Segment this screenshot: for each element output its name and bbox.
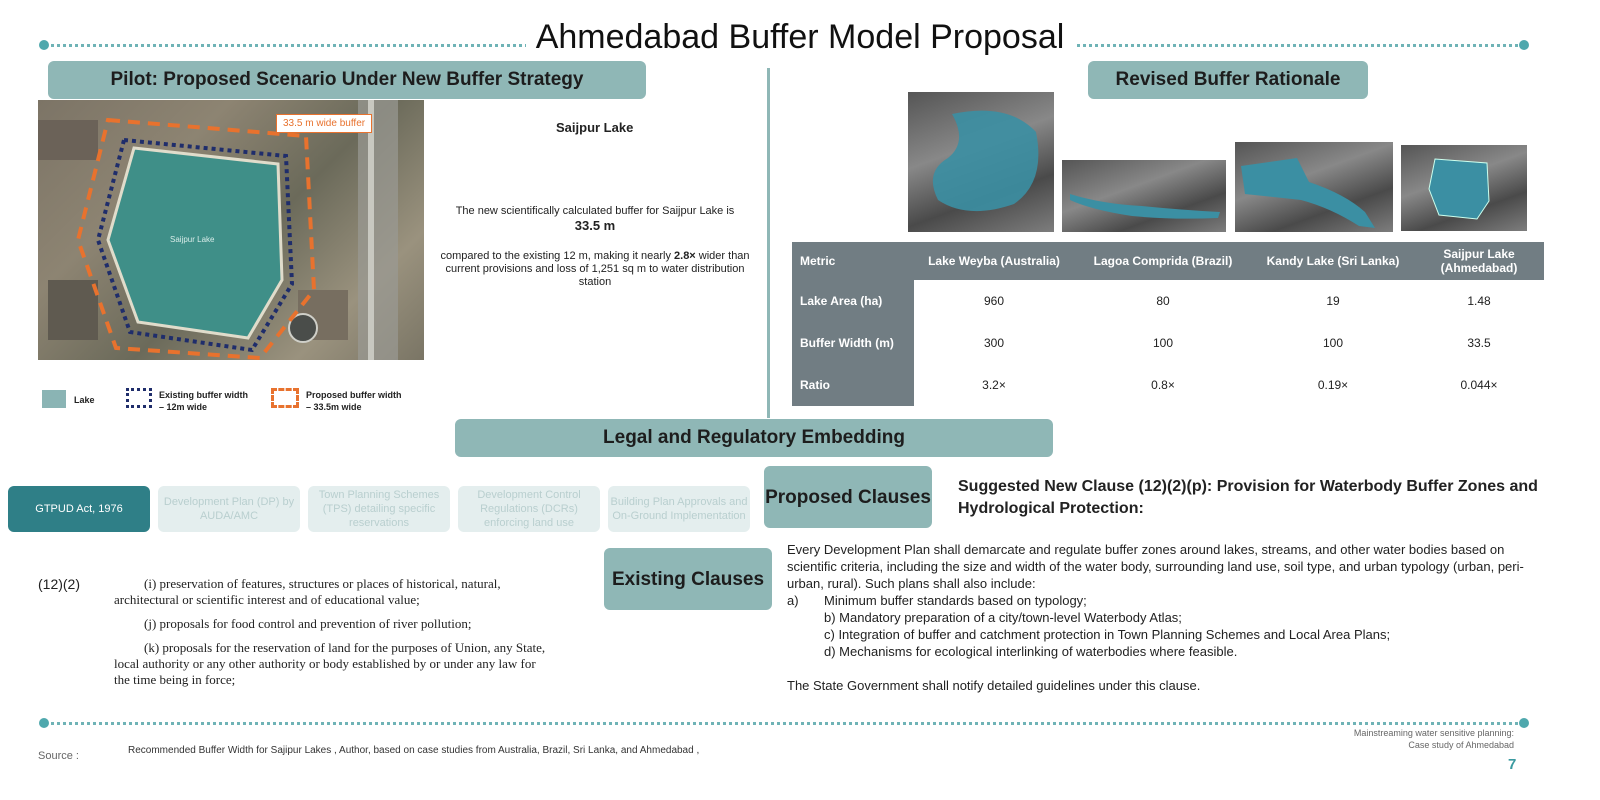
desc-line-1: The new scientifically calculated buffer for Saijpur Lake is [455,205,735,217]
table-cell: 3.2× [982,378,1006,392]
rationale-heading: Revised Buffer Rationale [1088,61,1368,99]
proposed-clauses-label: Proposed Clauses [764,466,932,528]
list-item [787,609,1557,626]
col-lake-weyba: Lake Weyba (Australia) [914,242,1074,280]
clause-number: (12)(2) [38,576,81,592]
list-text: Minimum buffer standards based on typology; [824,593,1087,608]
list-text: c) Integration of buffer and catchment protection in Town Planning Schemes and Local Area Plans; [824,627,1391,642]
kandy-lake-svg [1235,142,1393,232]
map-lake-label: Saijpur Lake [170,235,215,244]
pilot-heading: Pilot: Proposed Scenario Under New Buffer Strategy [48,61,646,99]
new-clause-title: Suggested New Clause (12)(2)(p): Provision for Waterbody Buffer Zones and Hydrological Protection: [958,478,1538,517]
lagoa-comprida-image [1062,160,1226,232]
list-text: d) Mechanisms for ecological interlinking of waterbodies where feasible. [824,644,1238,659]
saijpur-satellite-map [38,100,424,360]
legend-lake-swatch [42,390,66,408]
list-marker [787,626,824,643]
list-item [787,592,1557,609]
desc-2a: compared to the existing 12 m, making it nearly [440,250,675,262]
list-text: b) Mandatory preparation of a city/town-level Waterbody Atlas; [824,610,1182,625]
table-cell: 19 [1326,294,1340,308]
footer-caption-line: Mainstreaming water sensitive planning: [1353,728,1514,738]
page-title: Ahmedabad Buffer Model Proposal [526,18,1075,56]
lake-name: Saijpur Lake [556,120,634,135]
table-row [792,280,1544,322]
legend-proposed-swatch [271,388,299,408]
closing-text: The State Government shall notify detailed guidelines under this clause. [787,678,1201,693]
clause-k: (k) proposals for the reservation of land for the purposes of Union, any State, local authority or any other authority or body established by or under any law for the time being in force; [114,640,546,687]
clause-j: (j) proposals for food control and prevention of river pollution; [144,616,472,631]
step-building-approvals: Building Plan Approvals and On-Ground Implementation [608,486,750,532]
step-gtpud-act: GTPUD Act, 1976 [8,486,150,532]
list-marker [787,643,824,660]
list-item [787,643,1557,660]
lagoa-comprida-svg [1062,160,1226,232]
col-lagoa-comprida: Lagoa Comprida (Brazil) [1074,242,1252,280]
table-cell: 100 [1152,336,1174,350]
desc-2-bold: 2.8× [674,250,696,262]
step-dcr: Development Control Regulations (DCRs) enforcing land use [458,486,600,532]
row-label: Lake Area (ha) [792,280,914,322]
table-cell: 0.8× [1151,378,1175,392]
footer-rule [44,722,1524,725]
table-row [792,364,1544,406]
desc-2b: wider than current provisions and loss of 1,251 sq m to water distribution station [445,250,750,288]
existing-clauses-label: Existing Clauses [604,548,772,610]
table-cell: 0.044× [1460,378,1498,392]
step-town-planning: Town Planning Schemes (TPS) detailing specific reservations [308,486,450,532]
new-clause-body [787,541,1557,694]
source-text: Recommended Buffer Width for Sajipur Lakes , Author, based on case studies from Australia, Brazil, Sri Lanka, and Ahmedabad , [128,745,700,756]
table-cell: 960 [983,294,1005,308]
saijpur-map-svg [38,100,424,360]
legend-existing-label: Existing buffer width – 12m wide [159,390,248,412]
kandy-lake-image [1235,142,1393,232]
step-development-plan: Development Plan (DP) by AUDA/AMC [158,486,300,532]
column-divider [767,68,770,418]
legend-proposed-label: Proposed buffer width – 33.5m wide [306,390,402,412]
list-marker [787,609,824,626]
saijpur-lake-image [1401,145,1527,231]
table-cell: 33.5 [1467,336,1491,350]
source-label: Source : [38,750,79,762]
buffer-metrics-table [792,242,1544,406]
col-saijpur-lake: Saijpur Lake (Ahmedabad) [1414,242,1544,280]
clause-i: (i) preservation of features, structures or places of historical, natural, architectural or scientific interest and of educational value; [114,576,501,607]
table-row [792,322,1544,364]
row-label: Buffer Width (m) [792,322,914,364]
table-cell: 1.48 [1467,294,1491,308]
col-metric: Metric [792,242,914,280]
table-header-row [792,242,1544,280]
lake-weyba-svg [908,92,1054,232]
table-cell: 100 [1322,336,1344,350]
footer-dot-right [1519,718,1529,728]
page-title-wrap [0,18,1600,57]
buffer-callout: 33.5 m wide buffer [276,114,372,133]
legal-heading: Legal and Regulatory Embedding [455,419,1053,457]
list-marker: a) [787,593,799,608]
footer-dot-left [39,718,49,728]
saijpur-lake-svg [1401,145,1527,231]
page-number: 7 [1508,756,1517,773]
desc-value: 33.5 m [574,218,616,233]
legend-existing-swatch [126,388,152,408]
desc-line-2 [440,250,750,289]
table-cell: 0.19× [1317,378,1349,392]
list-item [787,626,1557,643]
footer-caption-line: Case study of Ahmedabad [1408,740,1514,750]
lake-weyba-image [908,92,1054,232]
new-clause-intro: Every Development Plan shall demarcate and regulate buffer zones around lakes, streams, and other water bodies based on scientific criteria, including the size and width of the water body, surrounding land use, soil type, and urban typology (urban, peri-urban, rural). Such plans shall also include: [787,542,1524,591]
footer-caption [1354,727,1514,751]
table-cell: 300 [983,336,1005,350]
row-label: Ratio [792,364,914,406]
legend-lake-label: Lake [74,395,95,405]
existing-clause-text [114,576,554,688]
table-cell: 80 [1156,294,1170,308]
col-kandy-lake: Kandy Lake (Sri Lanka) [1252,242,1414,280]
